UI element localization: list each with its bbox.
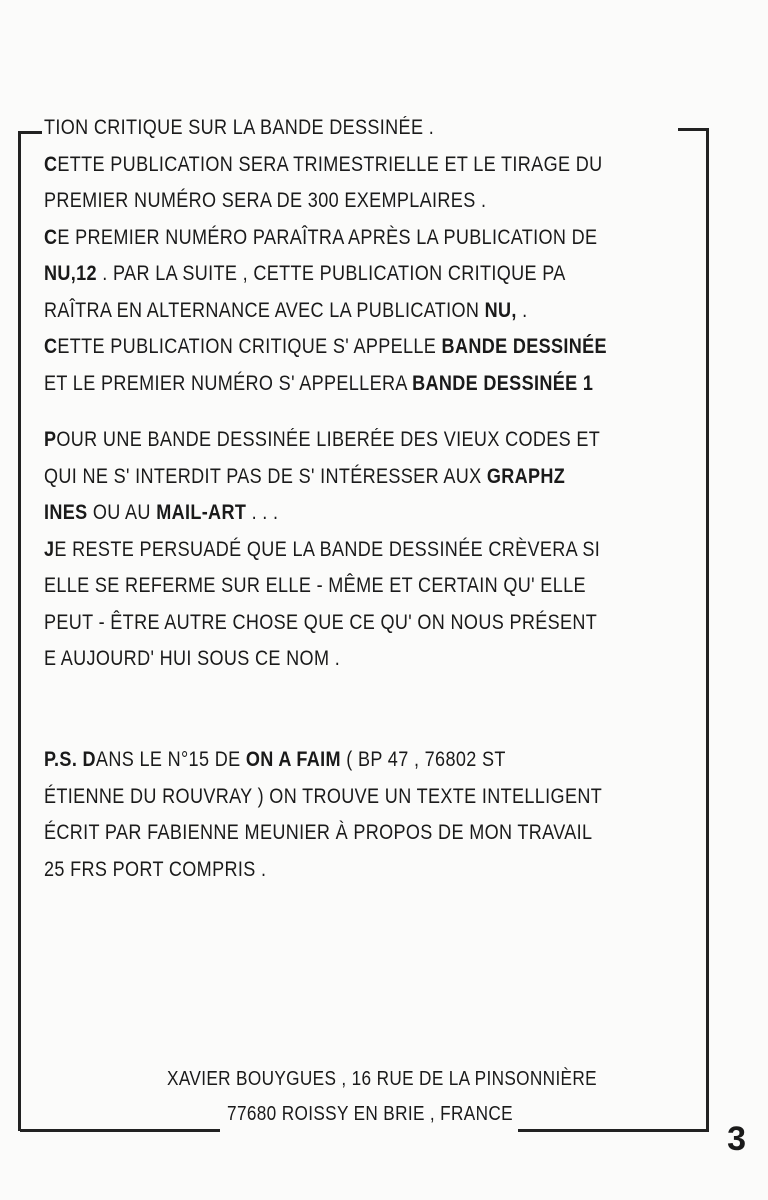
address-line-2: 77680 ROISSY EN BRIE , FRANCE	[227, 1103, 513, 1125]
text-line: CETTE PUBLICATION SERA TRIMESTRIELLE ET LE TIRAGE DU	[44, 152, 603, 176]
text-line: PEUT - ÊTRE AUTRE CHOSE QUE CE QU' ON NOUS PRÉSENT	[44, 610, 598, 634]
page-number: 3	[727, 1120, 746, 1158]
frame-bottom-right	[518, 1129, 708, 1132]
text-line: ET LE PREMIER NUMÉRO S' APPELLERA BANDE DESSINÉE 1	[44, 371, 594, 395]
text-line: CE PREMIER NUMÉRO PARAÎTRA APRÈS LA PUBLICATION DE	[44, 225, 598, 249]
frame-top-left	[20, 131, 42, 134]
text-line: ÉTIENNE DU ROUVRAY ) ON TROUVE UN TEXTE INTELLIGENT	[44, 784, 603, 808]
paragraph-postscript	[44, 742, 603, 888]
text-line: JE RESTE PERSUADÉ QUE LA BANDE DESSINÉE CRÈVERA SI	[44, 537, 601, 561]
paragraph-manifesto	[44, 422, 603, 678]
text-line: QUI NE S' INTERDIT PAS DE S' INTÉRESSER AUX GRAPHZ	[44, 464, 566, 488]
text-line: TION CRITIQUE SUR LA BANDE DESSINÉE .	[44, 116, 435, 139]
text-line: ELLE SE REFERME SUR ELLE - MÊME ET CERTAIN QU' ELLE	[44, 574, 586, 597]
text-line: P.S. DANS LE N°15 DE ON A FAIM ( BP 47 , 76802 ST	[44, 748, 506, 771]
frame-right	[706, 128, 709, 1132]
text-line: ÉCRIT PAR FABIENNE MEUNIER À PROPOS DE MON TRAVAIL	[44, 821, 593, 844]
text-line: NU,12 . PAR LA SUITE , CETTE PUBLICATION CRITIQUE PA	[44, 262, 566, 285]
text-line: PREMIER NUMÉRO SERA DE 300 EXEMPLAIRES .	[44, 189, 487, 212]
frame-left	[18, 131, 21, 1131]
paragraph-intro	[44, 110, 607, 402]
frame-bottom-left	[20, 1129, 220, 1132]
frame-top-right	[678, 128, 708, 131]
text-line: INES OU AU MAIL-ART . . .	[44, 501, 279, 524]
text-line: POUR UNE BANDE DESSINÉE LIBERÉE DES VIEUX CODES ET	[44, 428, 601, 451]
text-line: RAÎTRA EN ALTERNANCE AVEC LA PUBLICATION NU, .	[44, 298, 528, 322]
address-line-1: XAVIER BOUYGUES , 16 RUE DE LA PINSONNIÈRE	[167, 1068, 597, 1090]
text-line: E AUJOURD' HUI SOUS CE NOM .	[44, 647, 341, 670]
text-line: CETTE PUBLICATION CRITIQUE S' APPELLE BANDE DESSINÉE	[44, 335, 607, 358]
text-line: 25 FRS PORT COMPRIS .	[44, 857, 267, 881]
